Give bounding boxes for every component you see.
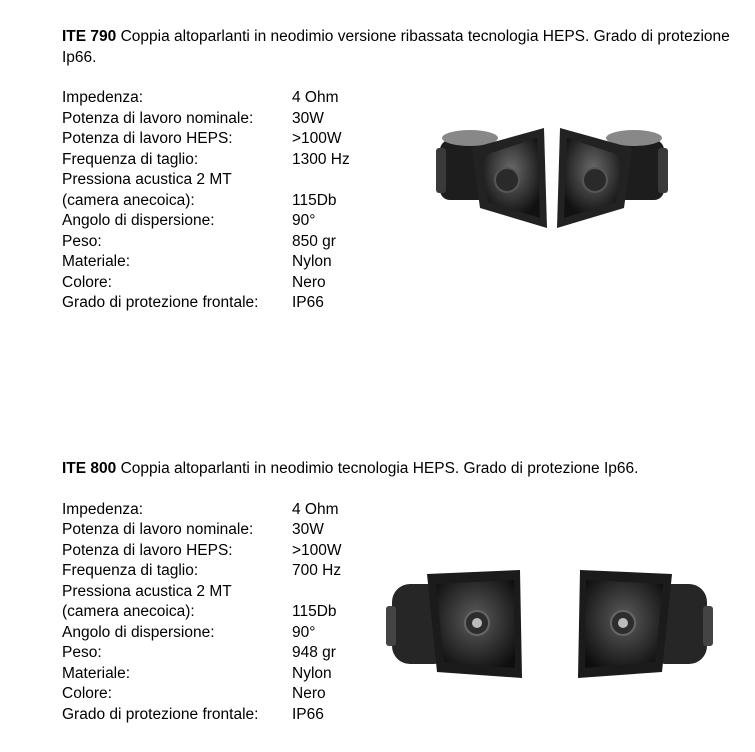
spec-label: Colore: <box>62 685 112 702</box>
spec-value: 30W <box>292 521 324 538</box>
spec-label: (camera anecoica): <box>62 603 195 620</box>
spec-row <box>62 273 350 294</box>
product-code: ITE 800 <box>62 460 117 477</box>
product-image-ite-790 <box>432 118 672 243</box>
spec-row <box>62 643 342 664</box>
spec-label: Potenza di lavoro nominale: <box>62 521 254 538</box>
spec-label: Colore: <box>62 273 112 291</box>
spec-value <box>292 170 350 191</box>
spec-label: (camera anecoica): <box>62 191 195 209</box>
horn-speaker-pair-icon <box>432 118 672 243</box>
spec-row <box>62 500 342 521</box>
spec-value: Nero <box>292 685 326 702</box>
spec-value: 700 Hz <box>292 562 342 579</box>
product-description: Coppia altoparlanti in neodimio versione ribassata tecnologia HEPS. Grado di protezione Ip66. <box>62 28 730 66</box>
spec-row <box>62 293 350 314</box>
spec-value: >100W <box>292 130 342 147</box>
spec-label: Impedenza: <box>62 500 143 518</box>
spec-row <box>62 520 342 541</box>
spec-value: 1300 Hz <box>292 150 350 168</box>
spec-value: 115Db <box>292 191 337 209</box>
spec-row <box>62 684 342 705</box>
spec-table <box>62 500 342 726</box>
product-code: ITE 790 <box>62 28 117 45</box>
spec-value: >100W <box>292 541 342 559</box>
spec-label: Grado di protezione frontale: <box>62 705 259 723</box>
spec-label: Impedenza: <box>62 89 143 106</box>
product-title <box>62 459 752 480</box>
spec-label: Peso: <box>62 232 102 250</box>
spec-table <box>62 88 350 314</box>
spec-row <box>62 191 350 212</box>
spec-value: 4 Ohm <box>292 500 339 518</box>
spec-row <box>62 664 342 685</box>
spec-row <box>62 232 350 253</box>
spec-row <box>62 623 342 644</box>
spec-label: Pressiona acustica 2 MT <box>62 171 232 188</box>
spec-row <box>62 561 342 582</box>
spec-label: Grado di protezione frontale: <box>62 294 259 311</box>
spec-row <box>62 252 350 273</box>
spec-value: Nylon <box>292 253 332 270</box>
product-image-ite-800 <box>382 566 717 686</box>
spec-value: 948 gr <box>292 644 336 661</box>
spec-row <box>62 211 350 232</box>
spec-label: Potenza di lavoro HEPS: <box>62 130 233 147</box>
product-title <box>62 27 752 68</box>
spec-value: 90° <box>292 212 316 229</box>
spec-row <box>62 705 342 726</box>
spec-label: Potenza di lavoro nominale: <box>62 109 254 127</box>
spec-value: IP66 <box>292 294 324 311</box>
spec-row <box>62 109 350 130</box>
spec-label: Potenza di lavoro HEPS: <box>62 541 233 559</box>
spec-value: 30W <box>292 109 324 127</box>
spec-row <box>62 582 342 603</box>
spec-row <box>62 150 350 171</box>
spec-row <box>62 88 350 109</box>
spec-value: IP66 <box>292 705 324 723</box>
spec-label: Materiale: <box>62 664 131 682</box>
horn-speaker-pair-icon <box>382 566 717 686</box>
spec-value: 4 Ohm <box>292 89 339 106</box>
spec-row <box>62 129 350 150</box>
spec-label: Angolo di dispersione: <box>62 212 215 229</box>
spec-value: 850 gr <box>292 232 336 250</box>
spec-value: Nylon <box>292 664 332 682</box>
spec-value: 115Db <box>292 603 337 620</box>
spec-label: Pressiona acustica 2 MT <box>62 582 232 600</box>
spec-label: Materiale: <box>62 253 131 270</box>
spec-row <box>62 541 342 562</box>
spec-row <box>62 602 342 623</box>
spec-row <box>62 170 350 191</box>
spec-label: Peso: <box>62 644 102 661</box>
spec-label: Frequenza di taglio: <box>62 562 199 579</box>
spec-value <box>292 582 342 603</box>
spec-value: 90° <box>292 623 316 641</box>
product-description: Coppia altoparlanti in neodimio tecnologia HEPS. Grado di protezione Ip66. <box>120 460 639 477</box>
spec-value: Nero <box>292 273 326 291</box>
spec-label: Frequenza di taglio: <box>62 150 199 168</box>
spec-label: Angolo di dispersione: <box>62 623 215 641</box>
